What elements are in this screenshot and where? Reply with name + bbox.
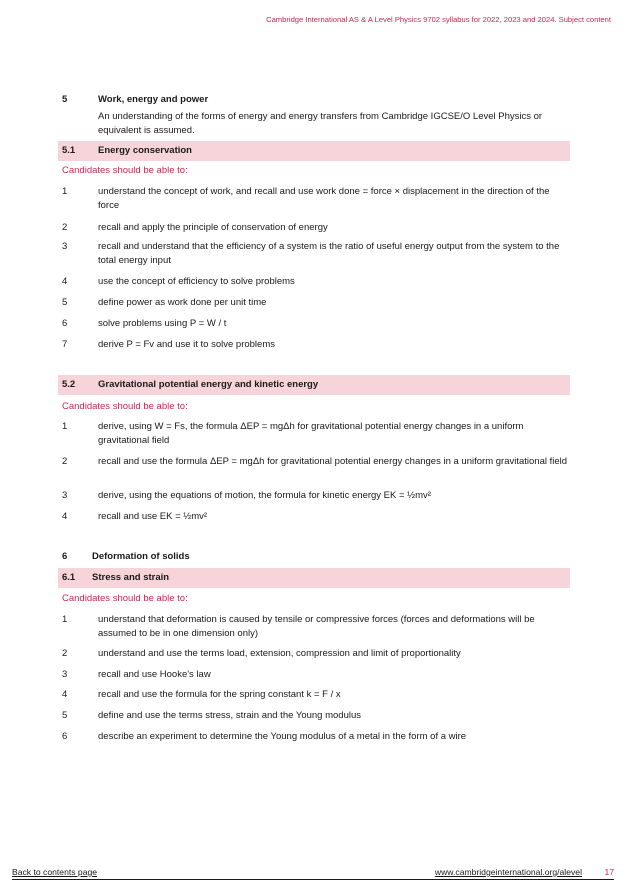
item-number: 3 — [62, 490, 68, 501]
back-to-contents-link[interactable]: Back to contents page — [12, 867, 98, 877]
item-text: understand the concept of work, and recall and use work done = force × displacement in the direction of the force — [98, 186, 550, 211]
item-text: recall and apply the principle of conservation of energy — [98, 222, 328, 233]
topic-number: 6 — [62, 551, 68, 562]
candidates-label: Candidates should be able to: — [62, 401, 188, 412]
section-number: 5.2 — [62, 379, 76, 390]
candidates-label: Candidates should be able to: — [62, 165, 188, 176]
topic-intro: An understanding of the forms of energy and energy transfers from Cambridge IGCSE/O Level Physics or equivalent is assumed. — [98, 111, 543, 136]
item-text: understand and use the terms load, extension, compression and limit of proportionality — [98, 648, 461, 659]
section-title: Gravitational potential energy and kinetic energy — [98, 379, 319, 390]
section-number: 5.1 — [62, 145, 76, 156]
item-number: 1 — [62, 186, 68, 197]
item-text: derive, using W = Fs, the formula ΔEP = mgΔh for gravitational potential energy changes in a uniform gravitational field — [98, 421, 524, 446]
item-number: 3 — [62, 669, 68, 680]
item-number: 4 — [62, 511, 68, 522]
item-text: use the concept of efficiency to solve problems — [98, 276, 295, 287]
item-text: understand that deformation is caused by tensile or compressive forces (forces and deformations will be assumed to be in one dimension only) — [98, 614, 535, 639]
item-number: 2 — [62, 222, 68, 233]
item-text: recall and use the formula ΔEP = mgΔh for gravitational potential energy changes in a uniform gravitational field — [98, 456, 568, 467]
item-number: 7 — [62, 339, 68, 350]
item-text: recall and use the formula for the spring constant k = F / x — [98, 689, 341, 700]
website-link[interactable]: www.cambridgeinternational.org/alevel — [434, 867, 582, 877]
section-number: 6.1 — [62, 572, 76, 583]
item-number: 4 — [62, 689, 68, 700]
candidates-label: Candidates should be able to: — [62, 593, 188, 604]
item-number: 2 — [62, 456, 68, 467]
item-number: 2 — [62, 648, 68, 659]
item-number: 5 — [62, 710, 68, 721]
item-number: 4 — [62, 276, 68, 287]
item-text: derive, using the equations of motion, the formula for kinetic energy EK = ½mv² — [98, 490, 431, 501]
section-title: Stress and strain — [92, 572, 170, 583]
item-number: 3 — [62, 241, 68, 252]
section-bar-6-1 — [58, 568, 570, 588]
topic-title: Deformation of solids — [92, 551, 190, 562]
section-title: Energy conservation — [98, 145, 192, 156]
item-text: define and use the terms stress, strain and the Young modulus — [98, 710, 361, 721]
item-text: recall and use EK = ½mv² — [98, 511, 208, 522]
item-text: solve problems using P = W / t — [98, 318, 227, 329]
page-header: Cambridge International AS & A Level Physics 9702 syllabus for 2022, 2023 and 2024. Subject content — [266, 15, 611, 24]
item-text: recall and use Hooke's law — [98, 669, 211, 680]
item-text: recall and understand that the efficiency of a system is the ratio of useful energy output from the system to the total energy input — [98, 241, 560, 266]
item-text: describe an experiment to determine the Young modulus of a metal in the form of a wire — [98, 731, 467, 742]
item-text: derive P = Fv and use it to solve problems — [98, 339, 275, 350]
item-number: 5 — [62, 297, 68, 308]
section-bar-5-2 — [58, 375, 570, 395]
item-number: 6 — [62, 731, 68, 742]
item-number: 6 — [62, 318, 68, 329]
item-number: 1 — [62, 421, 68, 432]
section-bar-5-1 — [58, 141, 570, 161]
topic-number: 5 — [62, 94, 68, 105]
item-text: define power as work done per unit time — [98, 297, 267, 308]
topic-title: Work, energy and power — [98, 94, 209, 105]
item-number: 1 — [62, 614, 68, 625]
page-footer — [12, 867, 614, 880]
page-number: 17 — [604, 867, 614, 877]
